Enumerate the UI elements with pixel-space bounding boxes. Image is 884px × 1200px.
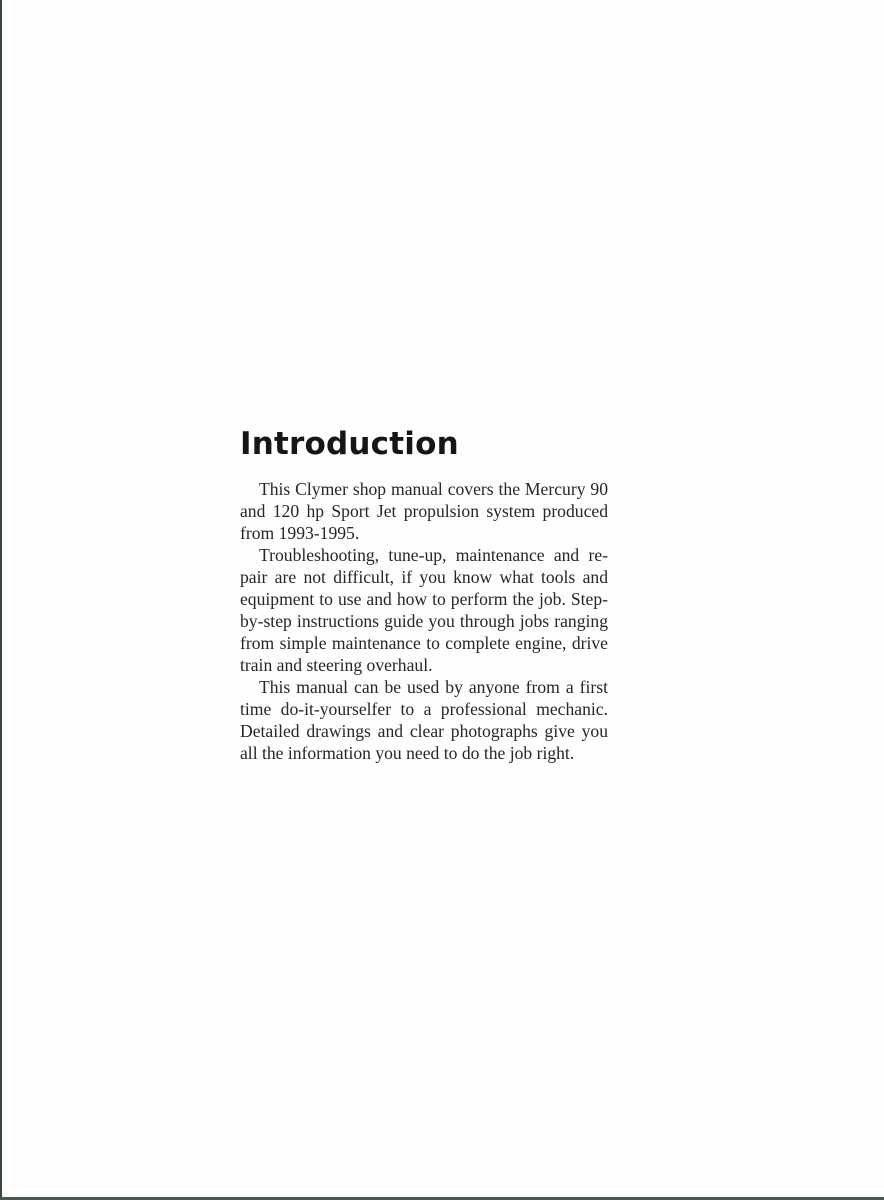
page-title: Introduction <box>240 426 459 462</box>
paragraph-audience: This manual can be used by anyone from a first time do-it-yourselfer to a professional mechanic. Detailed drawings and clear photographs give you all the information you need to do the job right. <box>240 677 608 763</box>
paragraph-coverage: This Clymer shop manual covers the Mercury 90 and 120 hp Sport Jet propulsion system produced from 1993-1995. <box>240 479 608 543</box>
introduction-section <box>240 424 608 764</box>
page-edge-left <box>0 0 2 1200</box>
paragraph-difficulty: Troubleshooting, tune-up, maintenance and repair are not difficult, if you know what tools and equipment to use and how to perform the job. Step-by-step instructions guide you through jobs ranging from simple maintenance to complete engine, drive train and steering overhaul. <box>240 545 608 675</box>
